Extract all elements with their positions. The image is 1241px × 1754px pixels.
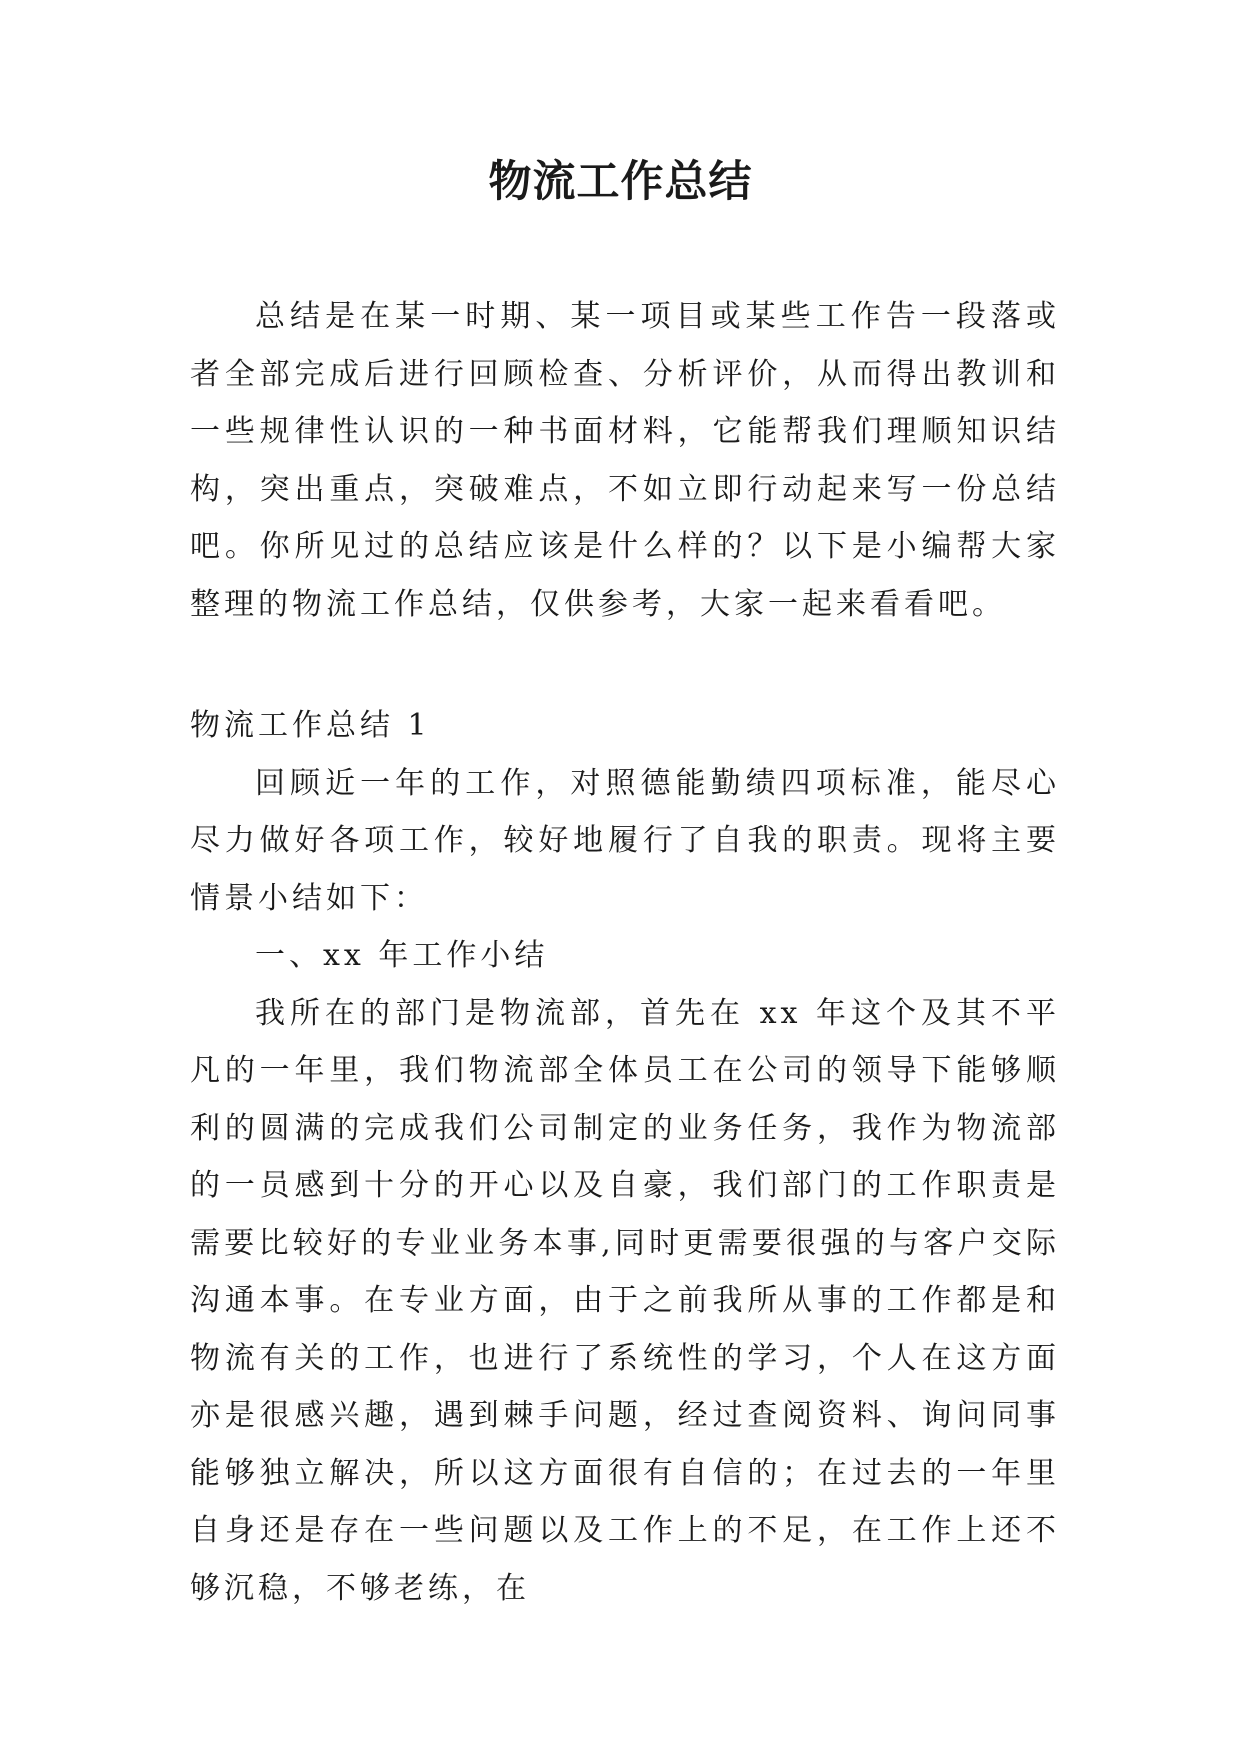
intro-paragraph: 总结是在某一时期、某一项目或某些工作告一段落或者全部完成后进行回顾检查、分析评价，从而得出教训和一些规律性认识的一种书面材料，它能帮我们理顺知识结构，突出重点，突破难点，不如立即行动起来写一份总结吧。你所见过的总结应该是什么样的？以下是小编帮大家整理的物流工作总结，仅供参考，大家一起来看看吧。	[190, 299, 1060, 622]
section-subheading: 一、xx 年工作小结	[255, 938, 549, 973]
section-heading: 物流工作总结 1	[190, 708, 431, 743]
section-paragraph-1: 回顾近一年的工作，对照德能勤绩四项标准，能尽心尽力做好各项工作，较好地履行了自我的职责。现将主要情景小结如下：	[190, 765, 1060, 916]
intro-block	[190, 288, 1060, 633]
document-title: 物流工作总结	[488, 157, 753, 207]
section-1	[190, 697, 1060, 1617]
section-paragraph-2: 我所在的部门是物流部，首先在 xx 年这个及其不平凡的一年里，我们物流部全体员工在公司的领导下能够顺利的圆满的完成我们公司制定的业务任务，我作为物流部的一员感到十分的开心以及自豪，我们部门的工作职责是需要比较好的专业业务本事,同时更需要很强的与客户交际沟通本事。在专业方面，由于之前我所从事的工作都是和物流有关的工作，也进行了系统性的学习，个人在这方面亦是很感兴趣，遇到棘手问题，经过查阅资料、询问同事能够独立解决，所以这方面很有自信的；在过去的一年里自身还是存在一些问题以及工作上的不足，在工作上还不够沉稳，不够老练，在	[190, 995, 1060, 1606]
